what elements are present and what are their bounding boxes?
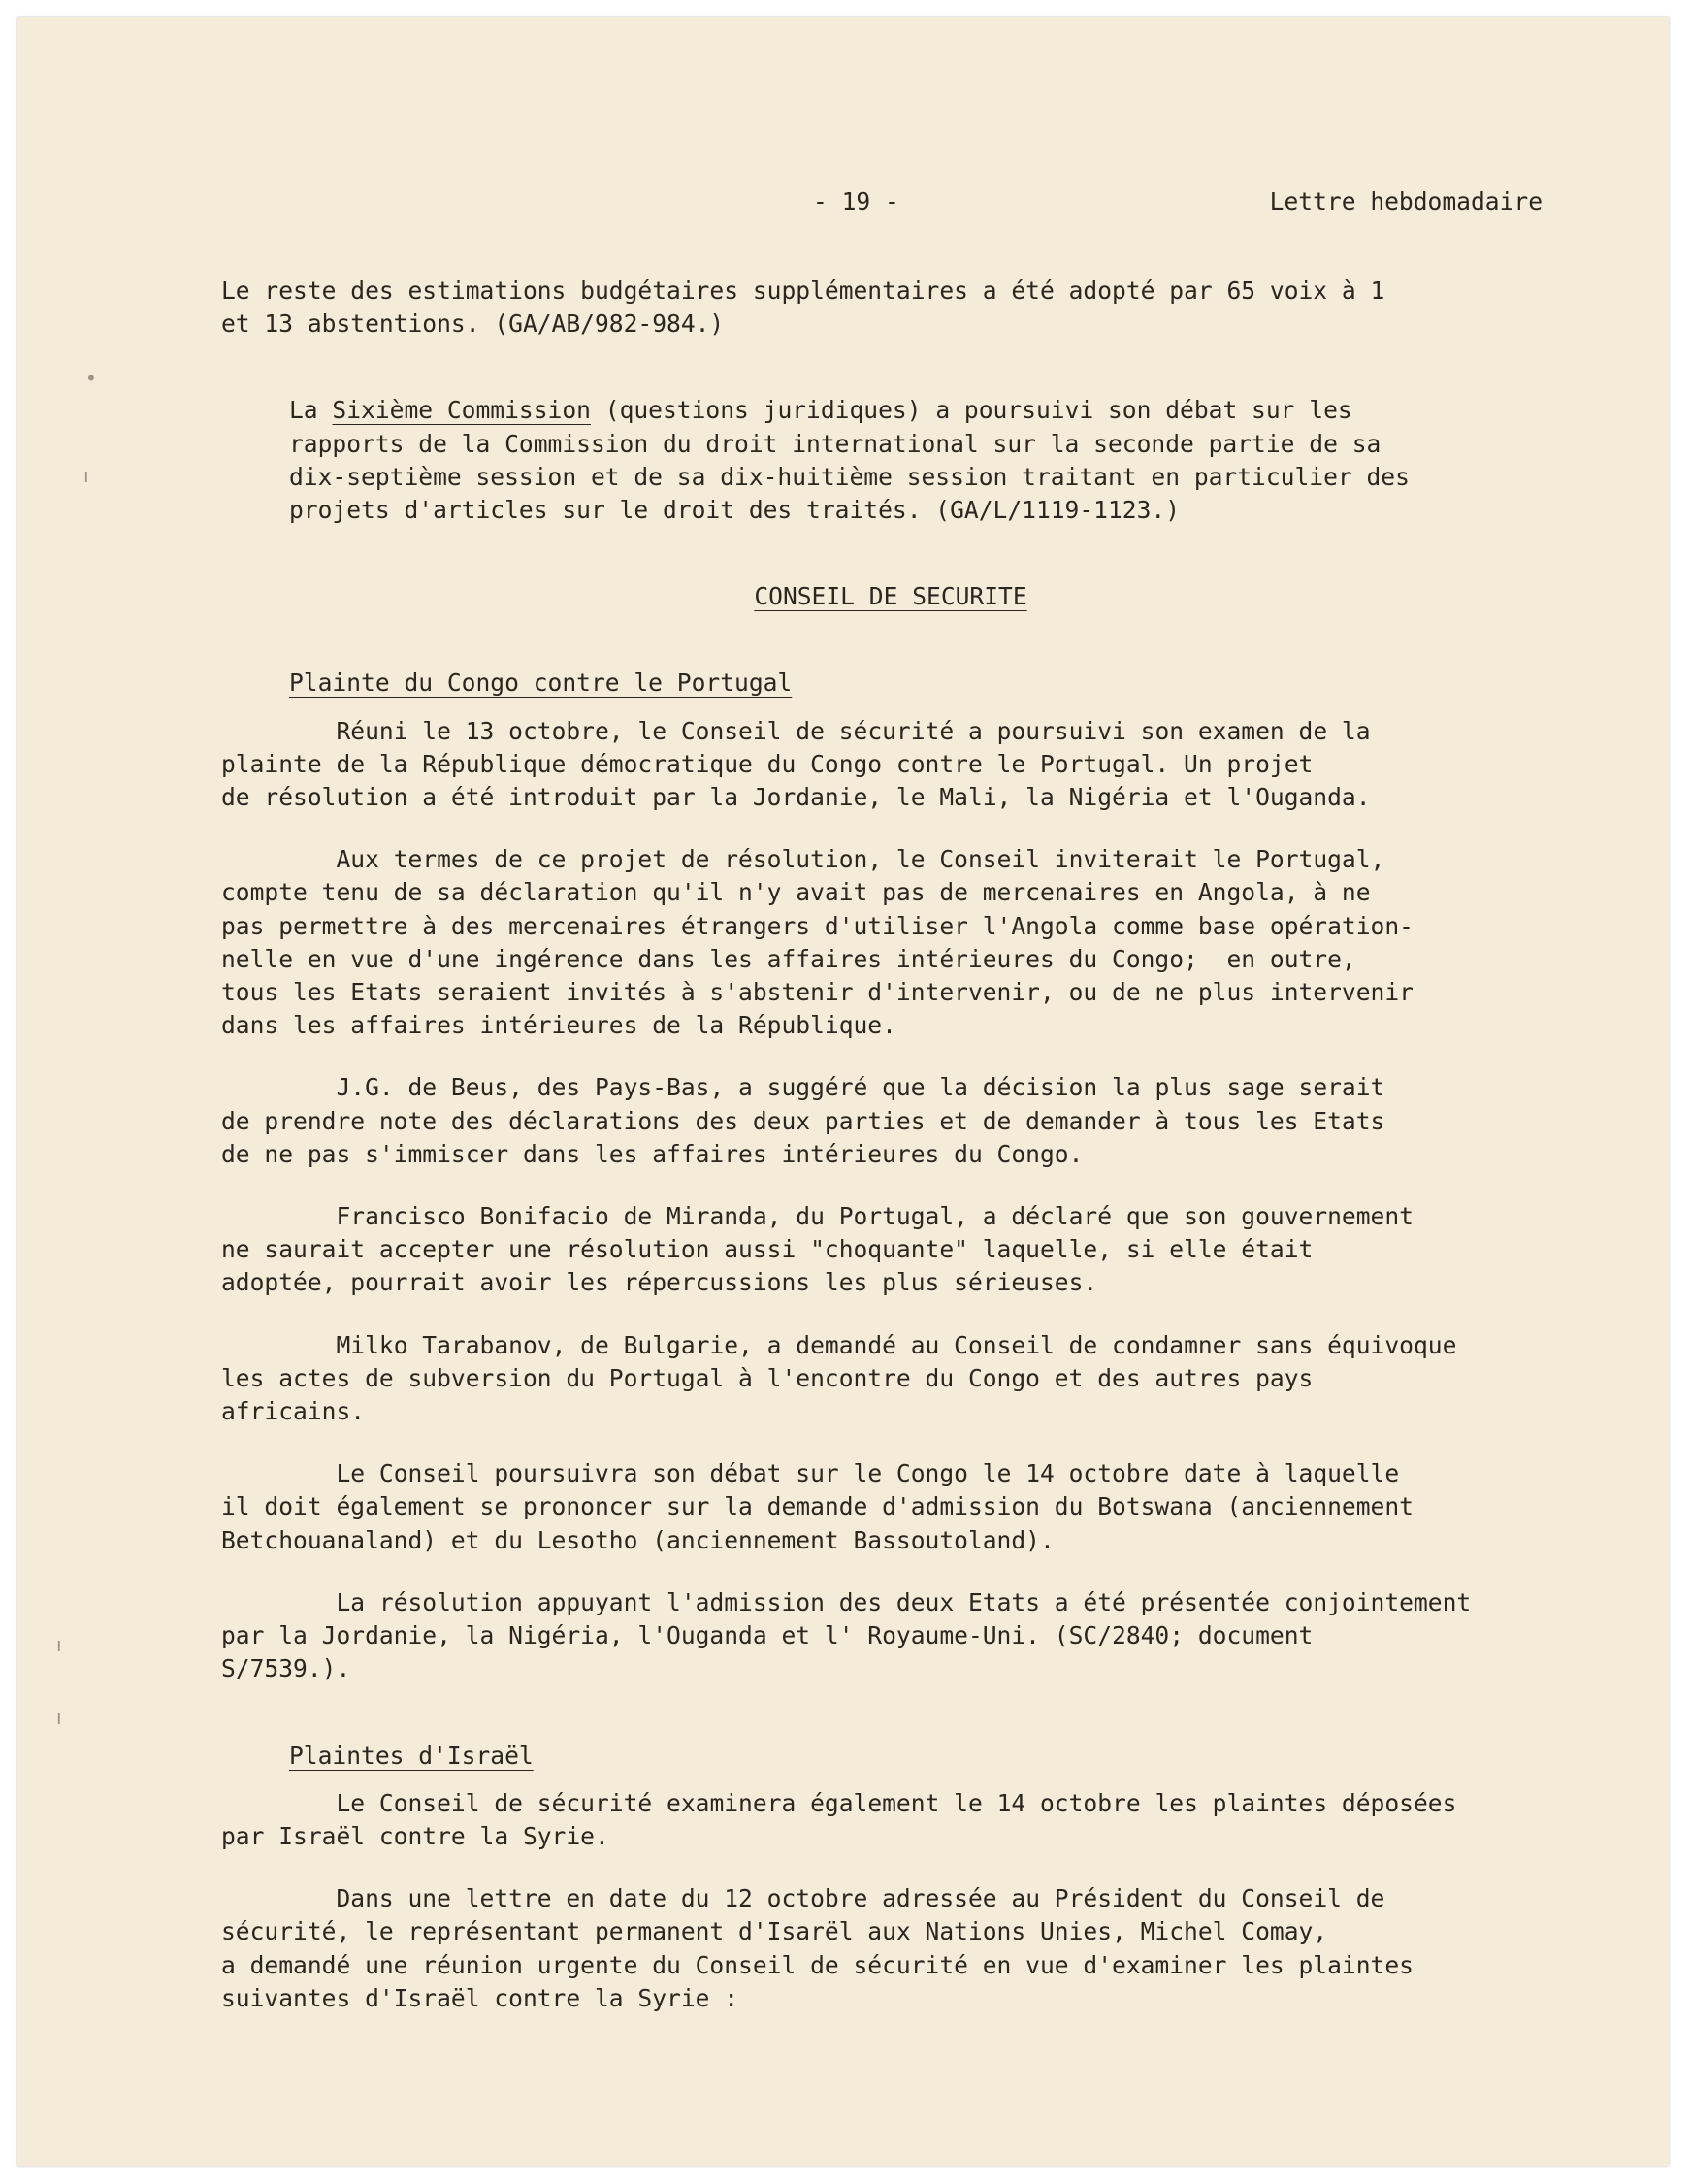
text-line: par la Jordanie, la Nigéria, l'Ouganda et l' Royaume-Uni. (SC/2840; document: [221, 1621, 1314, 1650]
paragraph: [221, 843, 1599, 1042]
text-line: Le Conseil poursuivra son débat sur le Congo le 14 octobre date à laquelle: [336, 1459, 1400, 1488]
text-line: Milko Tarabanov, de Bulgarie, a demandé au Conseil de condamner sans équivoque: [336, 1330, 1457, 1359]
text-line: compte tenu de sa déclaration qu'il n'y avait pas de mercenaires en Angola, à ne: [221, 878, 1371, 907]
text-line: de prendre note des déclarations des deux parties et de demander à tous les Etats: [221, 1106, 1385, 1135]
text-line: Dans une lettre en date du 12 octobre adressée au Président du Conseil de: [336, 1884, 1385, 1913]
paragraph: [221, 1071, 1599, 1171]
text-line: ne saurait accepter une résolution aussi "choquante" laquelle, si elle était: [221, 1235, 1314, 1264]
text-line: suivantes d'Israël contre la Syrie :: [221, 1983, 739, 2012]
paragraph: [221, 1200, 1599, 1300]
text-line: Le Conseil de sécurité examinera également le 14 octobre les plaintes déposées: [336, 1788, 1457, 1817]
text-line: a demandé une réunion urgente du Conseil de sécurité en vue d'examiner les plaintes: [221, 1950, 1414, 1979]
paragraph: [221, 1329, 1599, 1429]
text-line: par Israël contre la Syrie.: [221, 1821, 609, 1850]
paragraph: [221, 1586, 1599, 1686]
paragraph: Réuni le 13 octobre, le Conseil de sécurité a poursuivi son examen de la plainte de la République démocratique du Congo contre le Portugal. Un projet de résolution a été introduit par la Jordanie, le Mali, la Nigéria et l'Ouganda.: [221, 716, 1371, 812]
subsection-heading: Plaintes d'Israël: [289, 1741, 534, 1770]
paragraph-rest: (questions juridiques) a poursuivi son débat sur les rapports de la Commission du droit international sur la seconde partie de sa dix-septième session et de sa dix-huitième session traitant en particulier des projets d'articles sur le droit des traités. (GA/L/1119-1123.): [289, 396, 1410, 525]
text-line: africains.: [221, 1397, 366, 1426]
text-line: nelle en vue d'une ingérence dans les affaires intérieures du Congo; en outre,: [221, 944, 1356, 973]
margin-mark: ı: [56, 1706, 62, 1729]
section-heading: CONSEIL DE SECURITE: [754, 582, 1027, 611]
paragraph-lead: La: [289, 396, 333, 425]
margin-mark: ı: [83, 464, 89, 487]
page-number: - 19 -: [813, 187, 899, 215]
text-line: tous les Etats seraient invités à s'abstenir d'intervenir, ou de ne plus intervenir: [221, 978, 1414, 1007]
text-line: les actes de subversion du Portugal à l'encontre du Congo et des autres pays: [221, 1363, 1314, 1392]
paragraph: Le reste des estimations budgétaires supplémentaires a été adopté par 65 voix à 1 et 13 abstentions. (GA/AB/982-984.): [221, 277, 1385, 339]
text-line: adoptée, pourrait avoir les répercussions les plus sérieuses.: [221, 1268, 1098, 1297]
running-title: Lettre hebdomadaire: [1269, 187, 1543, 215]
text-line: sécurité, le représentant permanent d'Isarël aux Nations Unies, Michel Comay,: [221, 1917, 1328, 1946]
commission-name: Sixième Commission: [332, 396, 591, 425]
text-line: dans les affaires intérieures de la République.: [221, 1011, 896, 1040]
text-line: S/7539.).: [221, 1654, 351, 1683]
text-line: Aux termes de ce projet de résolution, le Conseil inviterait le Portugal,: [336, 845, 1385, 874]
text-line: Francisco Bonifacio de Miranda, du Portugal, a déclaré que son gouvernement: [336, 1202, 1414, 1231]
margin-mark: ı: [56, 1633, 62, 1656]
subsection-heading: Plainte du Congo contre le Portugal: [289, 668, 793, 698]
document-page: [17, 17, 1669, 2166]
text-line: il doit également se prononcer sur la demande d'admission du Botswana (anciennement: [221, 1492, 1414, 1521]
page-header: [17, 187, 1669, 226]
text-line: J.G. de Beus, des Pays-Bas, a suggéré que la décision la plus sage serait: [336, 1073, 1385, 1102]
margin-mark: •: [85, 367, 97, 390]
document-body: [221, 275, 1599, 2015]
text-line: Betchouanaland) et du Lesotho (anciennement Bassoutoland).: [221, 1525, 1055, 1554]
text-line: La résolution appuyant l'admission des deux Etats a été présentée conjointement: [336, 1587, 1472, 1616]
paragraph: [221, 394, 1599, 527]
paragraph: [221, 1787, 1599, 1853]
text-line: pas permettre à des mercenaires étrangers d'utiliser l'Angola comme base opération-: [221, 911, 1414, 940]
text-line: de ne pas s'immiscer dans les affaires intérieures du Congo.: [221, 1139, 1084, 1168]
paragraph: [221, 1882, 1599, 2015]
paragraph: [221, 1457, 1599, 1557]
